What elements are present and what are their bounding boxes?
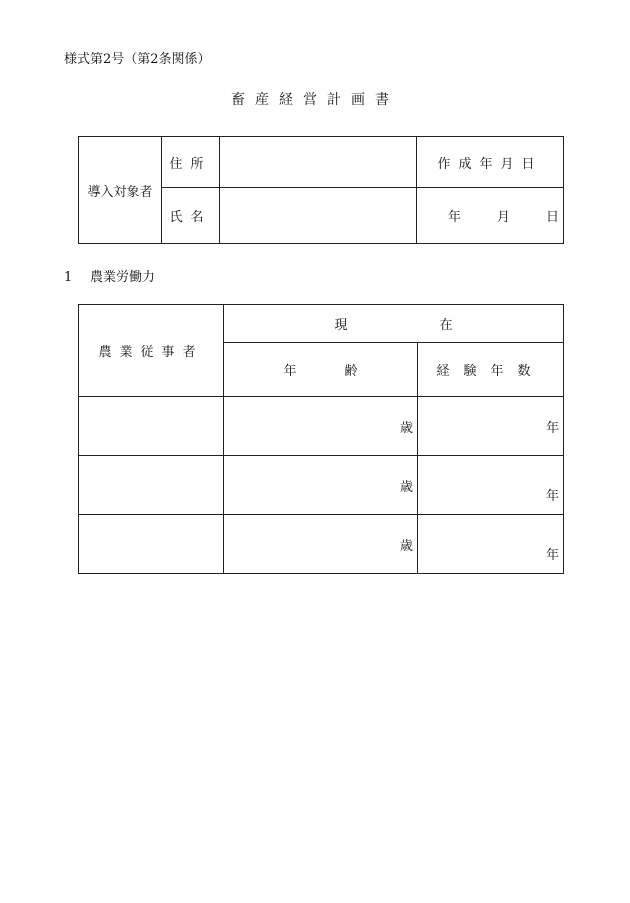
worker-name-cell[interactable]: [79, 397, 224, 456]
current-header: [224, 305, 564, 343]
worker-name-cell[interactable]: [79, 515, 224, 574]
address-label: 住所: [162, 137, 220, 188]
address-field[interactable]: [220, 137, 417, 188]
experience-header: 経験年数: [418, 343, 564, 397]
current-header-2: 在: [439, 318, 453, 333]
table-row: [79, 397, 564, 456]
worker-name-cell[interactable]: [79, 456, 224, 515]
section-title: 農業労働力: [90, 270, 156, 285]
experience-cell[interactable]: [418, 515, 564, 574]
age-header-1: 年: [283, 364, 297, 379]
applicant-group-label: 導入対象者: [79, 137, 162, 244]
workers-header: 農業従事者: [79, 305, 224, 397]
table-row: [79, 456, 564, 515]
current-header-1: 現: [334, 318, 348, 333]
age-header: [224, 343, 418, 397]
years-unit: 年: [545, 548, 559, 563]
name-label: 氏名: [162, 188, 220, 244]
table-row: [79, 515, 564, 574]
form-number: 様式第2号（第2条関係）: [64, 52, 211, 67]
age-cell[interactable]: [224, 515, 418, 574]
document-title: 畜産経営計画書: [231, 92, 399, 108]
age-unit: 歳: [399, 479, 413, 495]
age-header-2: 齢: [344, 364, 358, 379]
age-cell[interactable]: [224, 456, 418, 515]
date-day-unit: 日: [545, 210, 559, 225]
section-heading: [64, 266, 155, 285]
experience-cell[interactable]: [418, 397, 564, 456]
date-year-unit: 年: [447, 210, 461, 225]
age-unit: 歳: [399, 420, 413, 436]
years-unit: 年: [545, 489, 559, 504]
years-unit: 年: [545, 420, 559, 436]
created-date-field[interactable]: [417, 188, 564, 244]
experience-cell[interactable]: [418, 456, 564, 515]
age-cell[interactable]: [224, 397, 418, 456]
labor-table: [78, 304, 564, 574]
date-month-unit: 月: [496, 210, 510, 225]
created-date-label: 作成年月日: [417, 137, 564, 188]
age-unit: 歳: [399, 538, 413, 554]
name-field[interactable]: [220, 188, 417, 244]
section-number: 1: [64, 270, 73, 285]
applicant-table: [78, 136, 564, 244]
